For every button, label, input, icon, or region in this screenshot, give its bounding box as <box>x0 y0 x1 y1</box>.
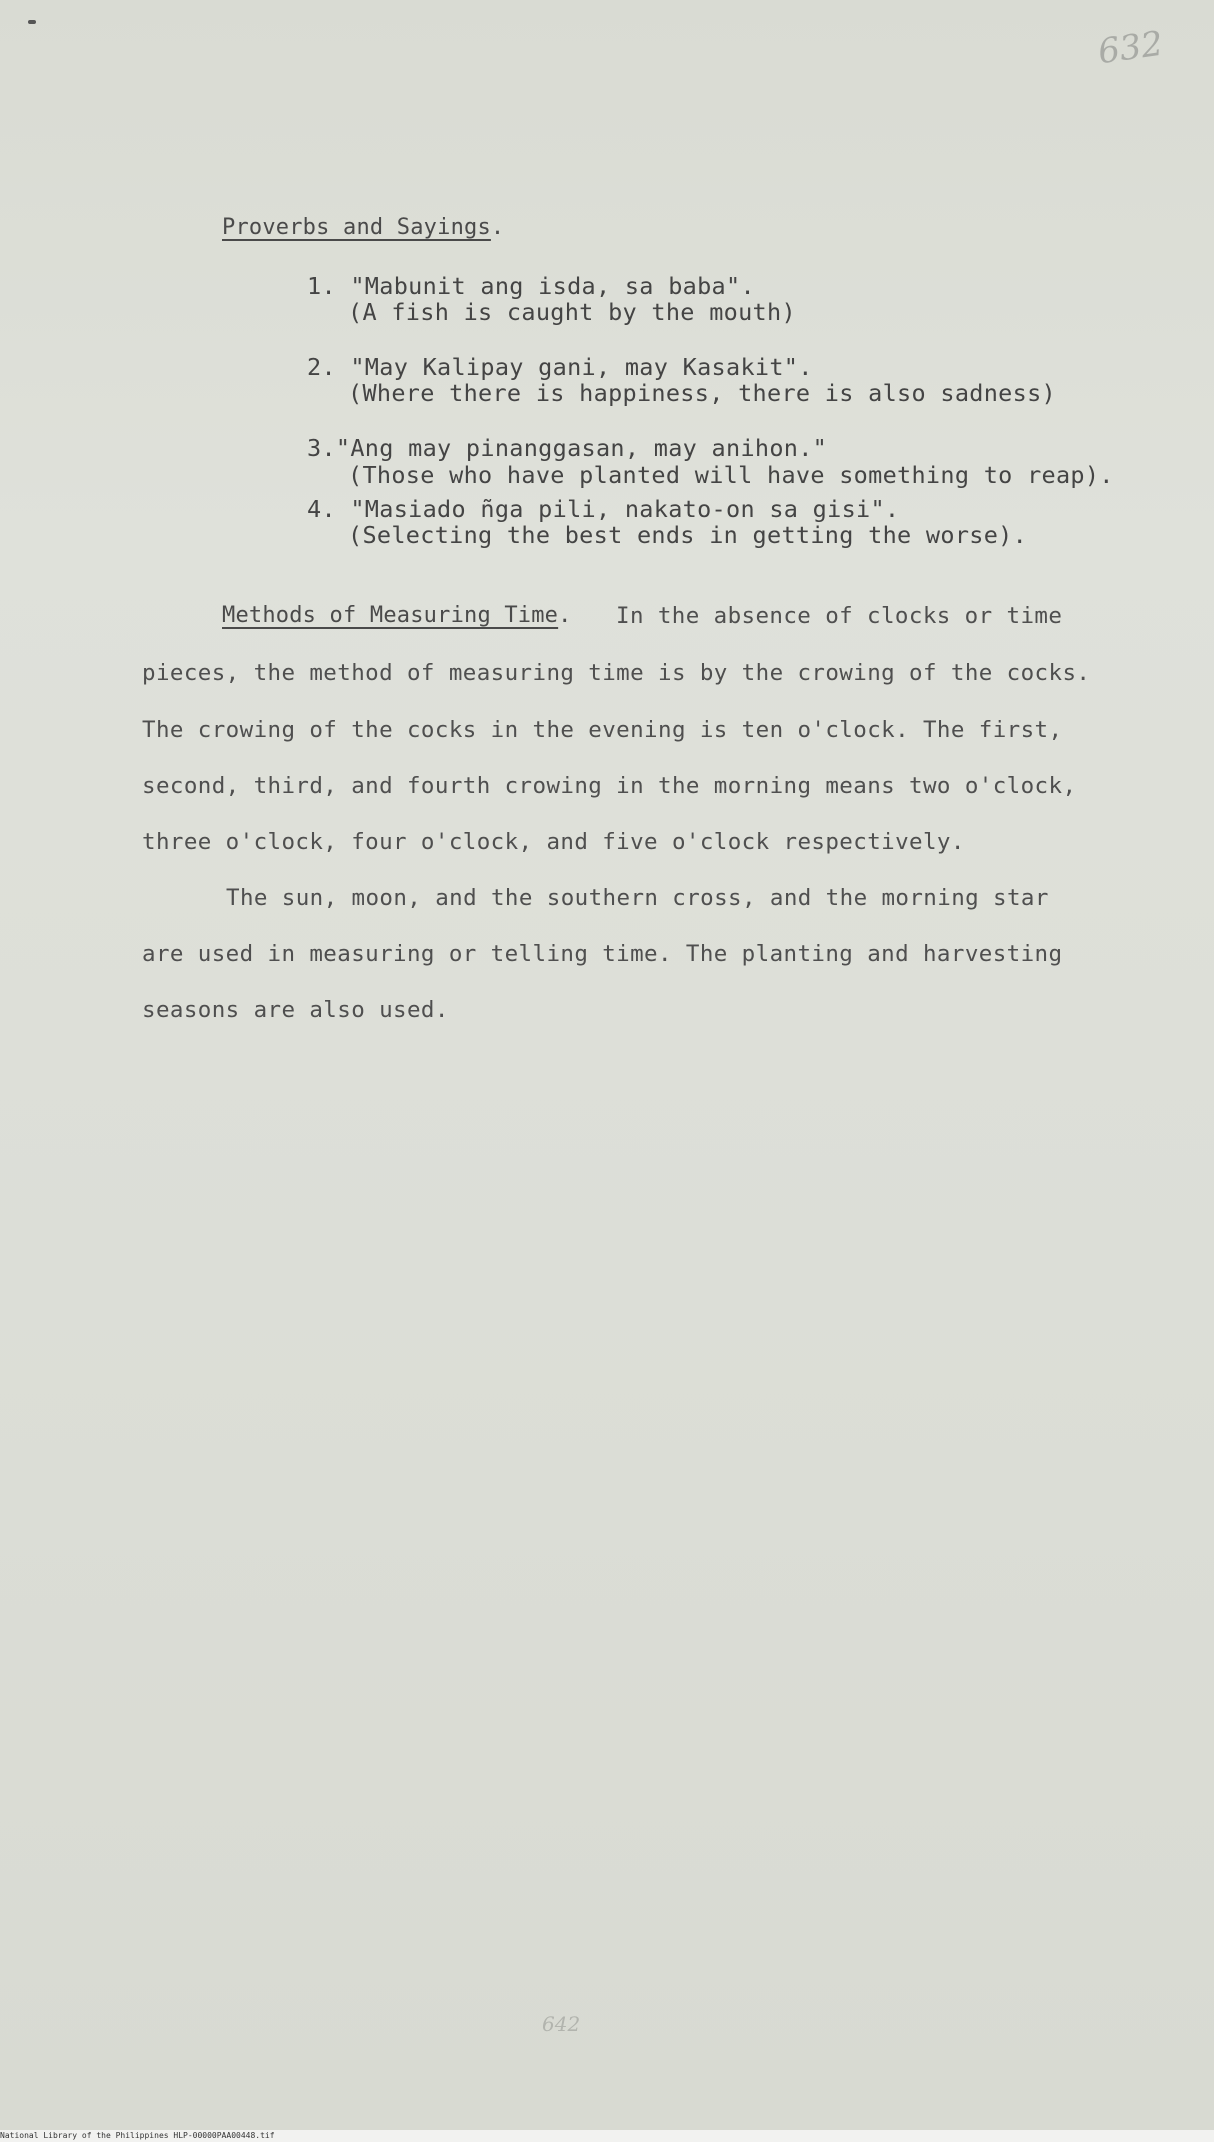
methods-para1-line-3: The crowing of the cocks in the evening is ten o'clock. The first, <box>142 717 1063 743</box>
methods-para2-line-2: are used in measuring or telling time. The planting and harvesting <box>142 941 1063 967</box>
methods-heading-suffix: . <box>558 603 572 628</box>
ink-speck <box>28 20 36 24</box>
proverbs-heading <box>222 215 504 240</box>
proverb-3-translation: (Those who have planted will have something to reap). <box>348 461 1114 489</box>
methods-para2-line-1: The sun, moon, and the southern cross, and the morning star <box>226 885 1049 911</box>
proverb-4-translation: (Selecting the best ends in getting the worse). <box>348 521 1028 549</box>
methods-para1-line-2: pieces, the method of measuring time is by the crowing of the cocks. <box>142 660 1091 686</box>
page-number: 632 <box>1095 23 1166 73</box>
proverbs-heading-suffix: . <box>490 215 505 240</box>
proverb-4-original: 4. "Masiado ñga pili, nakato-on sa gisi". <box>307 495 900 523</box>
proverb-2-translation: (Where there is happiness, there is also sadness) <box>348 379 1056 407</box>
methods-para1-line-5: three o'clock, four o'clock, and five o'clock respectively. <box>142 829 965 855</box>
proverb-3-original: 3."Ang may pinanggasan, may anihon." <box>307 434 828 462</box>
proverb-2-original: 2. "May Kalipay gani, may Kasakit". <box>307 353 813 381</box>
methods-heading-text: Methods of Measuring Time <box>222 603 559 628</box>
proverb-1-original: 1. "Mabunit ang isda, sa baba". <box>307 272 755 300</box>
proverb-1-translation: (A fish is caught by the mouth) <box>348 298 796 326</box>
methods-para2-line-3: seasons are also used. <box>142 997 449 1023</box>
methods-para1-line-1: In the absence of clocks or time <box>616 603 1063 629</box>
methods-para1-line-4: second, third, and fourth crowing in the morning means two o'clock, <box>142 773 1077 799</box>
bottom-page-number: 642 <box>542 2012 581 2036</box>
proverbs-heading-text: Proverbs and Sayings <box>222 215 491 240</box>
scan-footer: National Library of the Philippines HLP-00000PAA00448.tif <box>0 2130 1214 2142</box>
methods-heading <box>222 603 572 628</box>
